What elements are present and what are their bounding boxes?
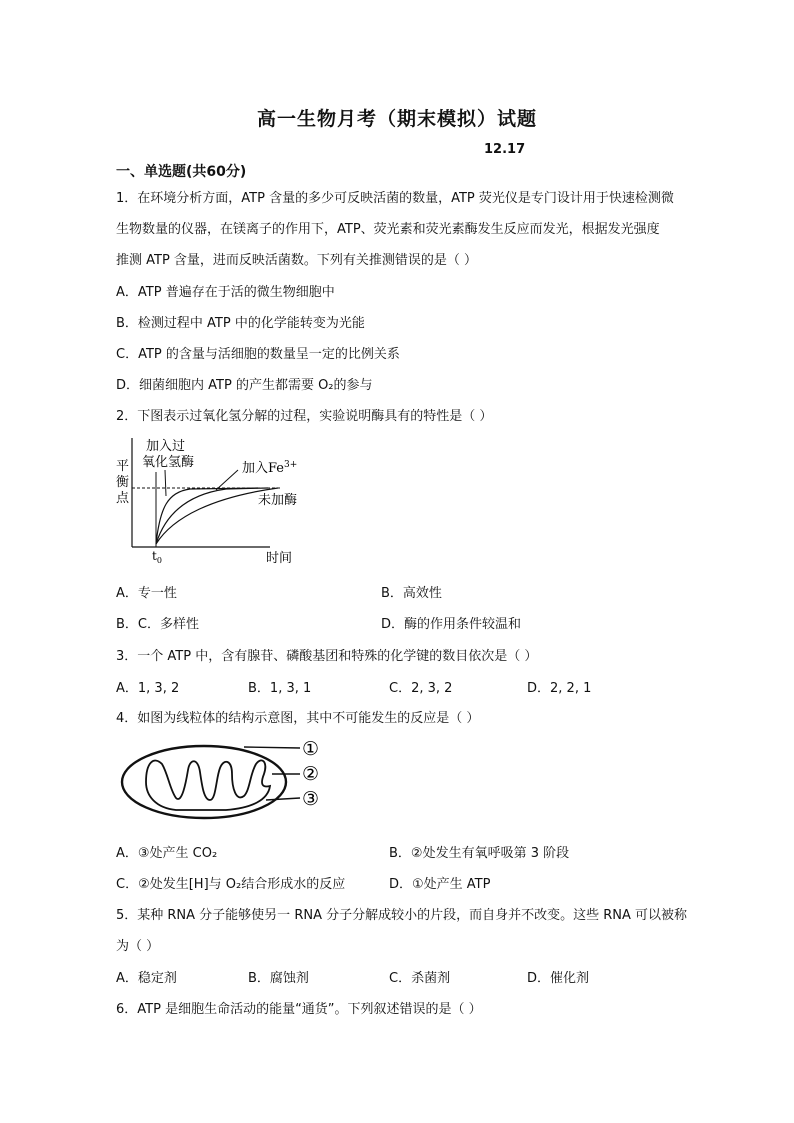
q4-option-a: A．③处产生 CO₂ bbox=[116, 846, 218, 861]
mitochondrion-diagram bbox=[116, 734, 336, 830]
leader-catalase bbox=[165, 470, 166, 496]
leader-1 bbox=[244, 747, 300, 748]
q5-line-1: 5．某种 RNA 分子能够使另一 RNA 分子分解成较小的片段，而自身并不改变。这些 RNA 可以被称 bbox=[116, 908, 688, 923]
q2-stem: 2．下图表示过氧化氢分解的过程，实验说明酶具有的特性是（ ） bbox=[116, 409, 493, 424]
y-label-char-3: 点 bbox=[116, 491, 130, 506]
q2-option-a: A．专一性 bbox=[116, 586, 177, 601]
q1-option-a: A．ATP 普遍存在于活的微生物细胞中 bbox=[116, 285, 335, 300]
q1-option-b: B．检测过程中 ATP 中的化学能转变为光能 bbox=[116, 316, 365, 331]
t0-label: $t_0$ bbox=[152, 549, 162, 565]
q2-option-c: B．C．多样性 bbox=[116, 617, 199, 632]
q5-line-2: 为（ ） bbox=[116, 939, 160, 954]
label-3: ③ bbox=[302, 788, 320, 810]
section-heading: 一、单选题(共60分) bbox=[116, 164, 247, 180]
x-label: 时间 bbox=[266, 551, 293, 566]
q1-option-c: C．ATP 的含量与活细胞的数量呈一定的比例关系 bbox=[116, 347, 400, 362]
q4-stem: 4．如图为线粒体的结构示意图，其中不可能发生的反应是（ ） bbox=[116, 711, 480, 726]
q5-option-a: A．稳定剂 bbox=[116, 971, 177, 986]
leader-3 bbox=[266, 798, 300, 800]
enzyme-reaction-graph bbox=[108, 432, 318, 572]
label-enzyme-line2: 氧化氢酶 bbox=[142, 455, 195, 470]
q3-option-d: D．2, 2, 1 bbox=[527, 681, 592, 696]
q6-stem: 6．ATP 是细胞生命活动的能量“通货”。下列叙述错误的是（ ） bbox=[116, 1002, 482, 1017]
exam-date: 12.17 bbox=[484, 142, 526, 157]
label-no-enzyme: 未加酶 bbox=[258, 493, 298, 508]
q3-stem: 3．一个 ATP 中，含有腺苷、磷酸基团和特殊的化学键的数目依次是（ ） bbox=[116, 649, 538, 664]
q5-option-b: B．腐蚀剂 bbox=[248, 971, 309, 986]
q1-line-3: 推测 ATP 含量，进而反映活菌数。下列有关推测错误的是（ ） bbox=[116, 253, 478, 268]
q1-line-1: 1．在环境分析方面，ATP 含量的多少可反映活菌的数量，ATP 荧光仪是专门设计用于快速检测微 bbox=[116, 191, 674, 206]
y-label-char-2: 衡 bbox=[116, 475, 130, 490]
label-1: ① bbox=[302, 738, 320, 760]
label-2: ② bbox=[302, 763, 320, 785]
q5-option-d: D．催化剂 bbox=[527, 971, 590, 986]
q3-option-a: A．1, 3, 2 bbox=[116, 681, 180, 696]
q3-option-c: C．2, 3, 2 bbox=[389, 681, 453, 696]
q4-option-d: D．①处产生 ATP bbox=[389, 877, 491, 892]
q4-option-b: B．②处发生有氧呼吸第 3 阶段 bbox=[389, 846, 570, 861]
q3-option-b: B．1, 3, 1 bbox=[248, 681, 312, 696]
q2-option-d: D．酶的作用条件较温和 bbox=[381, 617, 522, 632]
y-label-char-1: 平 bbox=[116, 459, 130, 474]
q2-option-b: B．高效性 bbox=[381, 586, 442, 601]
q5-option-c: C．杀菌剂 bbox=[389, 971, 451, 986]
label-enzyme-line1: 加入过 bbox=[146, 439, 186, 454]
leader-fe3 bbox=[216, 470, 238, 490]
page-title: 高一生物月考（期末模拟）试题 bbox=[256, 108, 537, 130]
inner-membrane-cristae bbox=[146, 760, 270, 810]
q1-option-d: D．细菌细胞内 ATP 的产生都需要 O₂的参与 bbox=[116, 378, 373, 393]
q1-line-2: 生物数量的仪器，在镁离子的作用下，ATP、荧光素和荧光素酶发生反应而发光，根据发光强度 bbox=[116, 222, 660, 237]
label-fe3: 加入$Fe^{3+}$ bbox=[242, 460, 298, 476]
q4-option-c: C．②处发生[H]与 O₂结合形成水的反应 bbox=[116, 877, 346, 892]
